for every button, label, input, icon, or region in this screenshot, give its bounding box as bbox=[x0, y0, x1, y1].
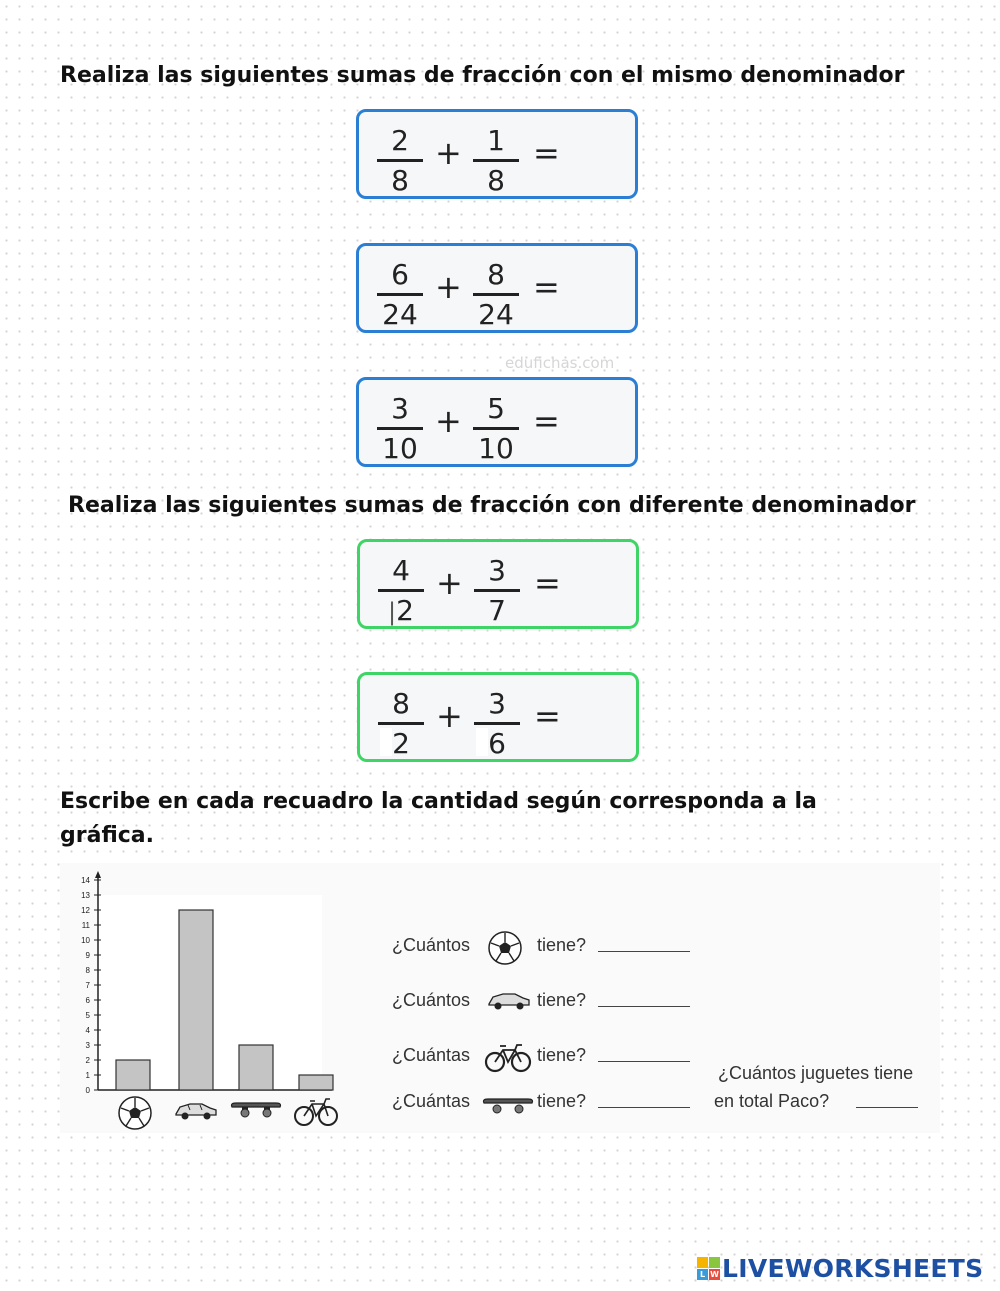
fraction-bar bbox=[377, 293, 423, 296]
y-axis-arrow bbox=[95, 871, 101, 878]
numerator: 5 bbox=[487, 392, 505, 425]
equals-sign: = bbox=[533, 134, 560, 172]
question-prefix: ¿Cuántas bbox=[392, 1091, 471, 1111]
equals-sign: = bbox=[533, 402, 560, 440]
y-tick-label: 0 bbox=[85, 1086, 90, 1095]
fraction-a bbox=[376, 554, 426, 627]
total-answer-line[interactable] bbox=[856, 1107, 918, 1108]
fraction-bar bbox=[377, 159, 423, 162]
question-row-1 bbox=[392, 931, 712, 967]
exercise-box-5 bbox=[357, 672, 639, 762]
fraction-a bbox=[375, 124, 425, 197]
liveworksheets-logo bbox=[697, 1253, 983, 1283]
fraction-bar bbox=[378, 589, 424, 592]
exercise-box-2 bbox=[356, 243, 638, 333]
fraction-a bbox=[375, 258, 425, 331]
equals-sign: = bbox=[534, 697, 561, 735]
question-suffix: tiene? bbox=[537, 1091, 587, 1111]
equals-sign: = bbox=[533, 268, 560, 306]
y-tick-label: 1 bbox=[85, 1071, 90, 1080]
bar-soccer-ball bbox=[116, 1060, 150, 1090]
bar-chart bbox=[60, 863, 380, 1133]
plus-sign: + bbox=[435, 268, 462, 306]
fraction-b bbox=[471, 392, 521, 465]
question-row-4 bbox=[392, 1087, 712, 1123]
skateboard-icon bbox=[482, 1093, 534, 1119]
y-tick-label: 10 bbox=[81, 936, 90, 945]
denominator: 6 bbox=[472, 726, 522, 760]
watermark: edufichas.com bbox=[505, 354, 615, 372]
answer-line[interactable] bbox=[598, 951, 690, 952]
total-question-line-1: ¿Cuántos juguetes tiene bbox=[718, 1063, 914, 1083]
answer-field[interactable] bbox=[572, 689, 630, 747]
soccer-ball-icon bbox=[119, 1097, 151, 1129]
logo-squares-icon bbox=[697, 1257, 720, 1280]
y-tick-label: 7 bbox=[85, 981, 90, 990]
y-tick-label: 8 bbox=[85, 966, 90, 975]
answer-field[interactable] bbox=[571, 126, 629, 184]
y-tick-label: 5 bbox=[85, 1011, 90, 1020]
exercise-box-4 bbox=[357, 539, 639, 629]
y-tick-label: 6 bbox=[85, 996, 90, 1005]
y-tick-label: 4 bbox=[85, 1026, 90, 1035]
question-suffix: tiene? bbox=[537, 990, 587, 1010]
heading-same-denominator: Realiza las siguientes sumas de fracción con el mismo denominador bbox=[60, 63, 905, 88]
car-icon bbox=[486, 991, 532, 1015]
question-prefix: ¿Cuántos bbox=[392, 935, 471, 955]
fraction-a bbox=[375, 392, 425, 465]
question-row-2 bbox=[392, 986, 712, 1022]
bicycle-icon bbox=[295, 1099, 337, 1125]
car-icon bbox=[176, 1104, 216, 1120]
heading-graph-line-2: gráfica. bbox=[60, 823, 154, 848]
plus-sign: + bbox=[436, 564, 463, 602]
numerator: 3 bbox=[488, 554, 506, 587]
denominator: 2 bbox=[376, 726, 426, 760]
denominator: 24 bbox=[382, 298, 418, 331]
denominator: 10 bbox=[478, 432, 514, 465]
y-tick-label: 13 bbox=[81, 891, 90, 900]
bar-bicycle bbox=[299, 1075, 333, 1090]
brand-name: LIVEWORKSHEETS bbox=[722, 1253, 984, 1283]
soccer-ball-icon bbox=[486, 929, 524, 967]
equals-sign: = bbox=[534, 564, 561, 602]
fraction-b bbox=[471, 258, 521, 331]
plus-sign: + bbox=[435, 134, 462, 172]
answer-field[interactable] bbox=[572, 556, 630, 614]
question-suffix: tiene? bbox=[537, 1045, 587, 1065]
fraction-bar bbox=[473, 159, 519, 162]
denominator bbox=[376, 593, 426, 627]
numerator: 3 bbox=[488, 687, 506, 720]
numerator: 8 bbox=[392, 687, 410, 720]
question-row-3 bbox=[392, 1041, 712, 1077]
graph-panel bbox=[60, 863, 940, 1133]
bar-skateboard bbox=[239, 1045, 273, 1090]
fraction-bar bbox=[474, 722, 520, 725]
bar-car bbox=[179, 910, 213, 1090]
numerator: 6 bbox=[391, 258, 409, 291]
plus-sign: + bbox=[435, 402, 462, 440]
answer-line[interactable] bbox=[598, 1061, 690, 1062]
denominator-value: 2 bbox=[396, 594, 414, 627]
question-prefix: ¿Cuántos bbox=[392, 990, 471, 1010]
exercise-box-1 bbox=[356, 109, 638, 199]
y-tick-label: 12 bbox=[81, 906, 90, 915]
denominator: 8 bbox=[487, 164, 505, 197]
denominator: 8 bbox=[391, 164, 409, 197]
logo-letter-l: L bbox=[697, 1269, 708, 1280]
skateboard-icon bbox=[232, 1103, 281, 1117]
fraction-bar bbox=[378, 722, 424, 725]
numerator: 4 bbox=[392, 554, 410, 587]
logo-letter-w: W bbox=[710, 1269, 719, 1279]
fraction-a bbox=[376, 687, 426, 760]
exercise-box-3 bbox=[356, 377, 638, 467]
denominator: 10 bbox=[382, 432, 418, 465]
denominator: 7 bbox=[488, 594, 506, 627]
numerator: 2 bbox=[391, 124, 409, 157]
fraction-b bbox=[472, 554, 522, 627]
question-suffix: tiene? bbox=[537, 935, 587, 955]
y-tick-label: 3 bbox=[85, 1041, 90, 1050]
plus-sign: + bbox=[436, 697, 463, 735]
y-tick-label: 9 bbox=[85, 951, 90, 960]
bicycle-icon bbox=[482, 1040, 534, 1074]
y-tick-label: 2 bbox=[85, 1056, 90, 1065]
answer-line[interactable] bbox=[598, 1107, 690, 1108]
numerator: 8 bbox=[487, 258, 505, 291]
answer-field[interactable] bbox=[571, 394, 629, 452]
y-tick-label: 11 bbox=[81, 921, 90, 930]
heading-graph-line-1: Escribe en cada recuadro la cantidad según corresponda a la bbox=[60, 789, 817, 814]
y-tick-label: 14 bbox=[81, 876, 90, 885]
numerator: 1 bbox=[487, 124, 505, 157]
fraction-b bbox=[471, 124, 521, 197]
fraction-bar bbox=[473, 427, 519, 430]
denominator: 24 bbox=[478, 298, 514, 331]
fraction-bar bbox=[473, 293, 519, 296]
answer-line[interactable] bbox=[598, 1006, 690, 1007]
answer-field[interactable] bbox=[571, 260, 629, 318]
question-prefix: ¿Cuántas bbox=[392, 1045, 471, 1065]
numerator: 3 bbox=[391, 392, 409, 425]
fraction-bar bbox=[474, 589, 520, 592]
fraction-bar bbox=[377, 427, 423, 430]
fraction-b bbox=[472, 687, 522, 760]
denominator-prefix: | bbox=[388, 598, 397, 626]
heading-different-denominator: Realiza las siguientes sumas de fracción con diferente denominador bbox=[68, 493, 916, 518]
total-question-line-2: en total Paco? bbox=[714, 1091, 830, 1111]
